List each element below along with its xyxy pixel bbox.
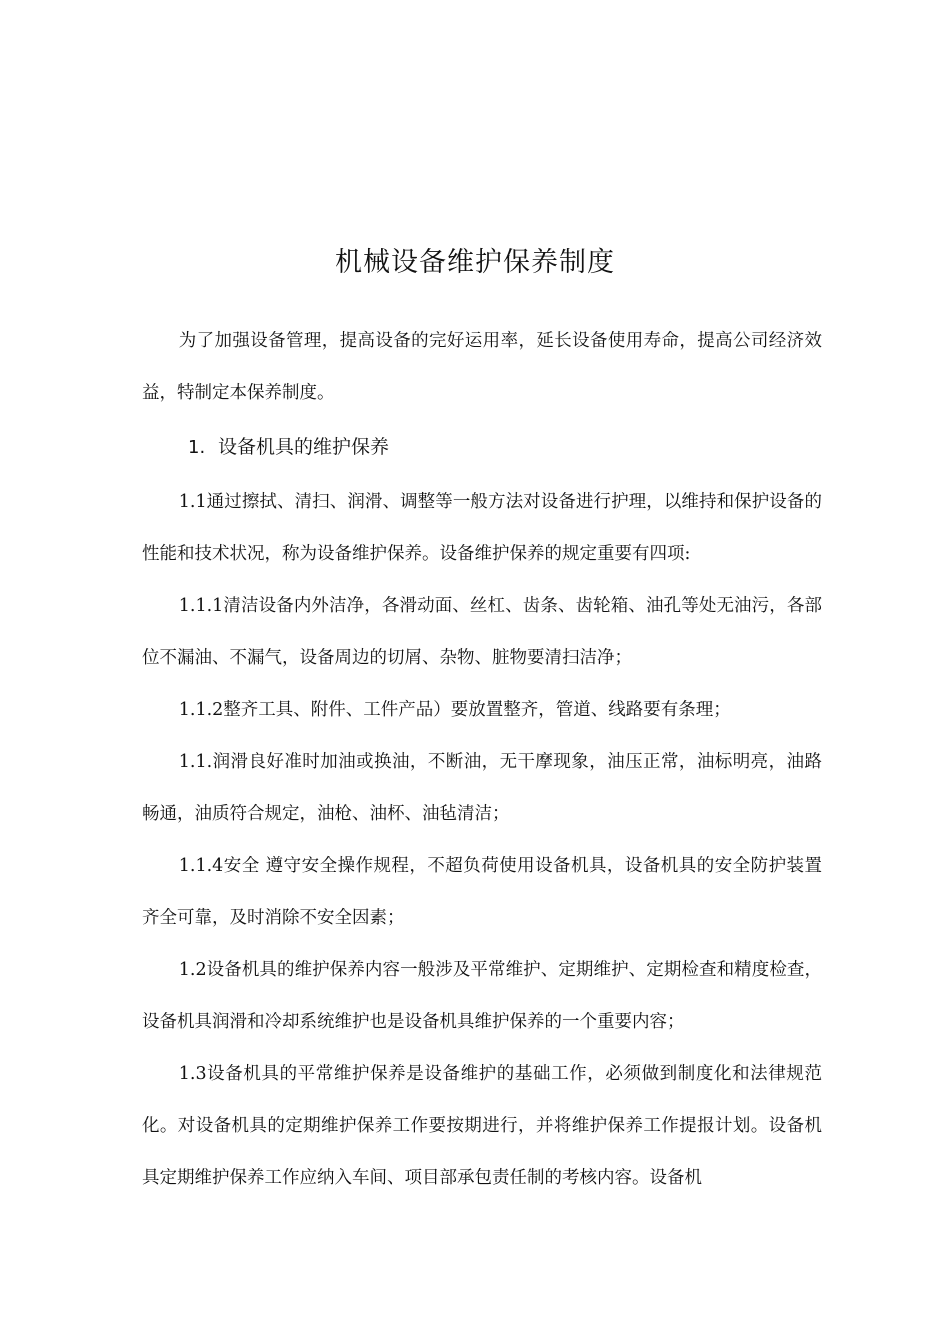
section-title: 设备机具的维护保养 xyxy=(218,436,390,458)
section-number: 1. xyxy=(188,437,206,458)
paragraph-1-1-2: 1.1.2整齐工具、附件、工件产品）要放置整齐，管道、线路要有条理； xyxy=(178,700,731,720)
section-heading xyxy=(142,419,822,476)
document-title: 机械设备维护保养制度 xyxy=(335,247,615,278)
document-body xyxy=(142,315,822,1204)
paragraph-1-3: 1.3设备机具的平常维护保养是设备维护的基础工作，必须做到制度化和法律规范化。对设备机具的定期维护保养工作要按期进行，并将维护保养工作提报计划。设备机具定期维护保养工作应纳入车间、项目部承包责任制的考核内容。设备机 xyxy=(142,1064,822,1188)
paragraph-1-1-4: 1.1.4安全 遵守安全操作规程，不超负荷使用设备机具，设备机具的安全防护装置齐全可靠，及时消除不安全因素； xyxy=(142,856,822,928)
intro-paragraph: 为了加强设备管理，提高设备的完好运用率，延长设备使用寿命，提高公司经济效益，特制定本保养制度。 xyxy=(142,331,822,403)
paragraph-1-1: 1.1通过擦拭、清扫、润滑、调整等一般方法对设备进行护理，以维持和保护设备的性能和技术状况，称为设备维护保养。设备维护保养的规定重要有四项: xyxy=(142,492,822,564)
paragraph-1-2: 1.2设备机具的维护保养内容一般涉及平常维护、定期维护、定期检查和精度检查，设备机具润滑和冷却系统维护也是设备机具维护保养的一个重要内容； xyxy=(142,960,822,1032)
paragraph-1-1-3: 1.1.润滑良好准时加油或换油，不断油，无干摩现象，油压正常，油标明亮，油路畅通，油质符合规定，油枪、油杯、油毡清洁； xyxy=(142,752,822,824)
paragraph-1-1-1: 1.1.1清洁设备内外洁净，各滑动面、丝杠、齿条、齿轮箱、油孔等处无油污，各部位不漏油、不漏气，设备周边的切屑、杂物、脏物要清扫洁净； xyxy=(142,596,822,668)
